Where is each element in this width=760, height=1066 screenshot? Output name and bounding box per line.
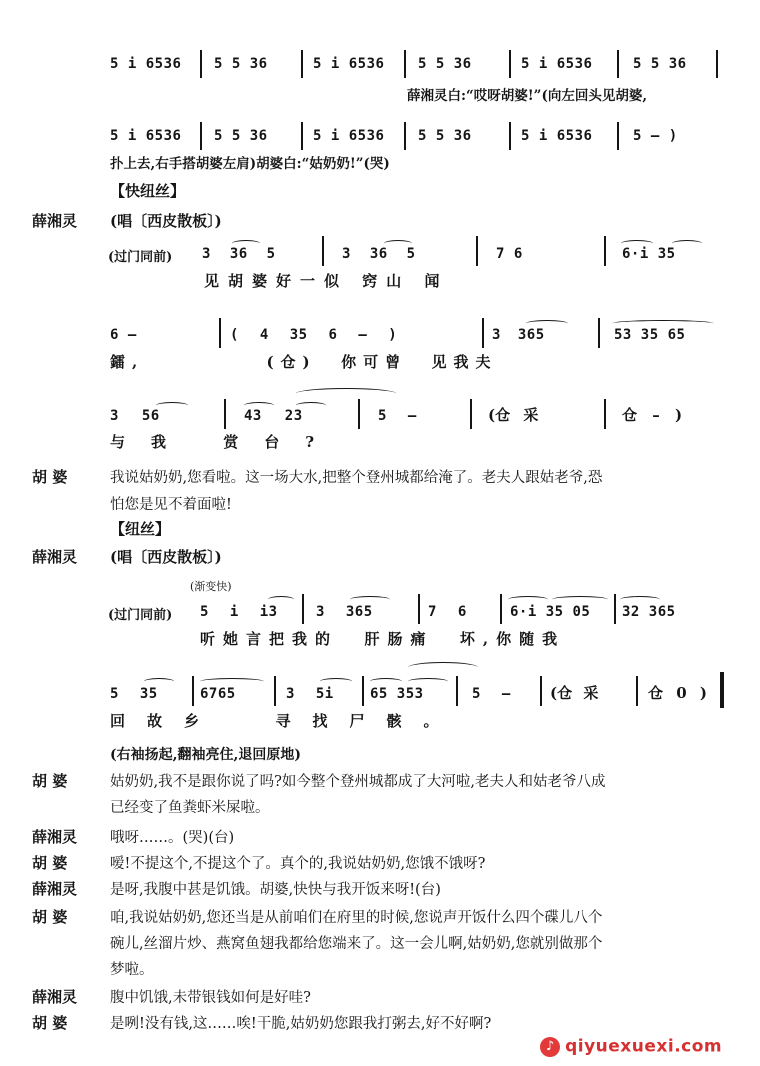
dialog-line: 咱,我说姑奶奶,您还当是从前咱们在府里的时候,您说声开饭什么四个碟儿八个 — [110, 910, 603, 926]
slur — [296, 402, 326, 409]
measure: 65 353 — [370, 686, 424, 702]
section-title: 【快纽丝】 — [110, 182, 186, 200]
slur — [612, 320, 714, 327]
tie-arc — [408, 662, 478, 673]
measure: 5 5 36 — [214, 128, 268, 144]
slur — [144, 678, 174, 685]
measure: 3 5i — [286, 686, 334, 702]
measure: 6·i 35 — [622, 246, 676, 262]
slur — [232, 240, 260, 247]
dialog-line: 腹中饥饿,未带银钱如何是好哇? — [110, 990, 311, 1006]
dialog-line: 梦啦。 — [110, 962, 154, 978]
barline — [404, 122, 406, 150]
measure: (仓 采 — [550, 684, 599, 702]
barline — [716, 50, 718, 78]
measure: 5 i 6536 — [521, 128, 593, 144]
measure: 3 56 — [110, 408, 160, 424]
measure: 6765 — [200, 686, 236, 702]
slur — [621, 240, 653, 247]
measure: 7 6 — [428, 604, 467, 620]
measure: 5 5 36 — [418, 128, 472, 144]
measure: (仓 采 — [488, 406, 539, 424]
barline — [200, 122, 202, 150]
speaker-label: 胡 婆 — [32, 908, 68, 926]
measure: 3 36 5 — [202, 246, 276, 262]
dialog-line: 我说姑奶奶,您看啦。这一场大水,把整个登州城都给淹了。老夫人跟姑老爷,恐 — [110, 470, 603, 486]
measure: 5 5 36 — [418, 56, 472, 72]
measure: 5 i 6536 — [313, 128, 385, 144]
final-barline — [720, 672, 724, 708]
lyrics: 听她言把我的 肝肠痛 坏,你随我 — [200, 630, 566, 648]
measure: 6·i 35 05 — [510, 604, 591, 620]
lyrics: 鐳, (仓) 你可曾 见我夫 — [110, 353, 498, 371]
barline — [418, 594, 420, 624]
prelude-label: (过门同前) — [108, 250, 173, 265]
slur — [620, 596, 660, 603]
dialog-line: 已经变了鱼粪虾米屎啦。 — [110, 800, 270, 816]
barline — [358, 399, 360, 429]
speaker-label: 薛湘灵 — [32, 880, 78, 898]
slur — [268, 596, 294, 603]
lyrics: 与我 赏台? — [110, 433, 341, 451]
watermark — [540, 1036, 722, 1057]
barline — [274, 676, 276, 706]
dialog-line: 是咧!没有钱,这……唉!干脆,姑奶奶您跟我打粥去,好不好啊? — [110, 1016, 492, 1032]
music-note-icon: ♪ — [540, 1037, 560, 1057]
speaker-label: 胡 婆 — [32, 468, 68, 486]
barline — [604, 399, 606, 429]
measure: 5 i 6536 — [110, 56, 182, 72]
barline — [476, 236, 478, 266]
barline — [200, 50, 202, 78]
tempo-mark: (渐变快) — [190, 580, 232, 593]
measure: 仓 – ) — [622, 406, 683, 424]
slur — [320, 678, 352, 685]
measure: 5 i 6536 — [110, 128, 182, 144]
section-title: 【纽丝】 — [110, 520, 171, 538]
dialog-line: 哦呀……。(哭)(台) — [110, 830, 235, 846]
slur — [244, 402, 274, 409]
barline — [301, 50, 303, 78]
slur — [384, 240, 412, 247]
speaker-label: 薛湘灵 — [32, 828, 78, 846]
measure: 5 35 — [110, 686, 158, 702]
measure: 5 5 36 — [214, 56, 268, 72]
slur — [156, 402, 188, 409]
measure: 3 36 5 — [342, 246, 416, 262]
singing-direction: (唱〔西皮散板〕) — [110, 548, 222, 566]
speaker-label: 胡 婆 — [32, 1014, 68, 1032]
slur — [552, 596, 608, 603]
barline — [598, 318, 600, 348]
slur — [200, 678, 264, 685]
barline — [322, 236, 324, 266]
barline — [614, 594, 616, 624]
barline — [404, 50, 406, 78]
measure: 3 365 — [316, 604, 373, 620]
slur — [370, 678, 402, 685]
barline — [362, 676, 364, 706]
barline — [500, 594, 502, 624]
measure: 6 – — [110, 327, 137, 343]
barline — [617, 122, 619, 150]
measure: 53 35 65 — [614, 327, 686, 343]
singing-direction: (唱〔西皮散板〕) — [110, 212, 222, 230]
measure: 5 – — [472, 686, 511, 702]
speaker-label: 胡 婆 — [32, 854, 68, 872]
dialog-line: 怕您是见不着面啦! — [110, 497, 232, 513]
barline — [219, 318, 221, 348]
dialog-line: 姑奶奶,我不是跟你说了吗?如今整个登州城都成了大河啦,老夫人和姑老爷八成 — [110, 774, 606, 790]
barline — [509, 50, 511, 78]
measure: 5 – — [378, 408, 417, 424]
slur — [350, 596, 390, 603]
measure: 5 i i3 — [200, 604, 278, 620]
barline — [192, 676, 194, 706]
slur — [508, 596, 548, 603]
prelude-label: (过门同前) — [108, 608, 173, 623]
dialog-line: 碗儿,丝溜片炒、燕窝鱼翅我都给您端来了。这一会儿啊,姑奶奶,您就别做那个 — [110, 936, 603, 952]
measure: 32 365 — [622, 604, 676, 620]
stage-direction: 薛湘灵白:“哎呀胡婆!”(向左回头见胡婆, — [407, 88, 648, 104]
barline — [604, 236, 606, 266]
lyrics: 见胡婆好一似 窍山 闻 — [204, 272, 449, 290]
barline — [301, 122, 303, 150]
measure: 43 23 — [244, 408, 303, 424]
barline — [224, 399, 226, 429]
barline — [617, 50, 619, 78]
barline — [540, 676, 542, 706]
watermark-text: qiyuexuexi.com — [565, 1036, 723, 1057]
measure: 仓 0 ) — [648, 684, 707, 702]
measure: 7 6 — [496, 246, 523, 262]
stage-direction: 扑上去,右手搭胡婆左肩)胡婆白:“姑奶奶!”(哭) — [110, 156, 390, 172]
measure: 5 – ) — [633, 128, 678, 144]
measure: 5 i 6536 — [313, 56, 385, 72]
speaker-label: 薛湘灵 — [32, 212, 78, 230]
barline — [302, 594, 304, 624]
speaker-label: 胡 婆 — [32, 772, 68, 790]
dialog-line: 是呀,我腹中甚是饥饿。胡婆,快快与我开饭来呀!(台) — [110, 882, 441, 898]
barline — [636, 676, 638, 706]
slur — [408, 678, 448, 685]
barline — [456, 676, 458, 706]
measure: 5 5 36 — [633, 56, 687, 72]
slur — [672, 240, 702, 247]
speaker-label: 薛湘灵 — [32, 988, 78, 1006]
dialog-line: 嗳!不提这个,不提这个了。真个的,我说姑奶奶,您饿不饿呀? — [110, 856, 486, 872]
stage-direction: (右袖扬起,翻袖亮住,退回原地) — [110, 747, 301, 763]
measure: 3 365 — [492, 327, 545, 343]
slur — [526, 320, 568, 327]
tie-arc — [296, 388, 396, 399]
barline — [482, 318, 484, 348]
barline — [470, 399, 472, 429]
lyrics: 回故乡 寻找尸骸。 — [110, 712, 461, 730]
measure: ( 4 35 6 – ) — [230, 327, 398, 343]
measure: 5 i 6536 — [521, 56, 593, 72]
speaker-label: 薛湘灵 — [32, 548, 78, 566]
barline — [509, 122, 511, 150]
